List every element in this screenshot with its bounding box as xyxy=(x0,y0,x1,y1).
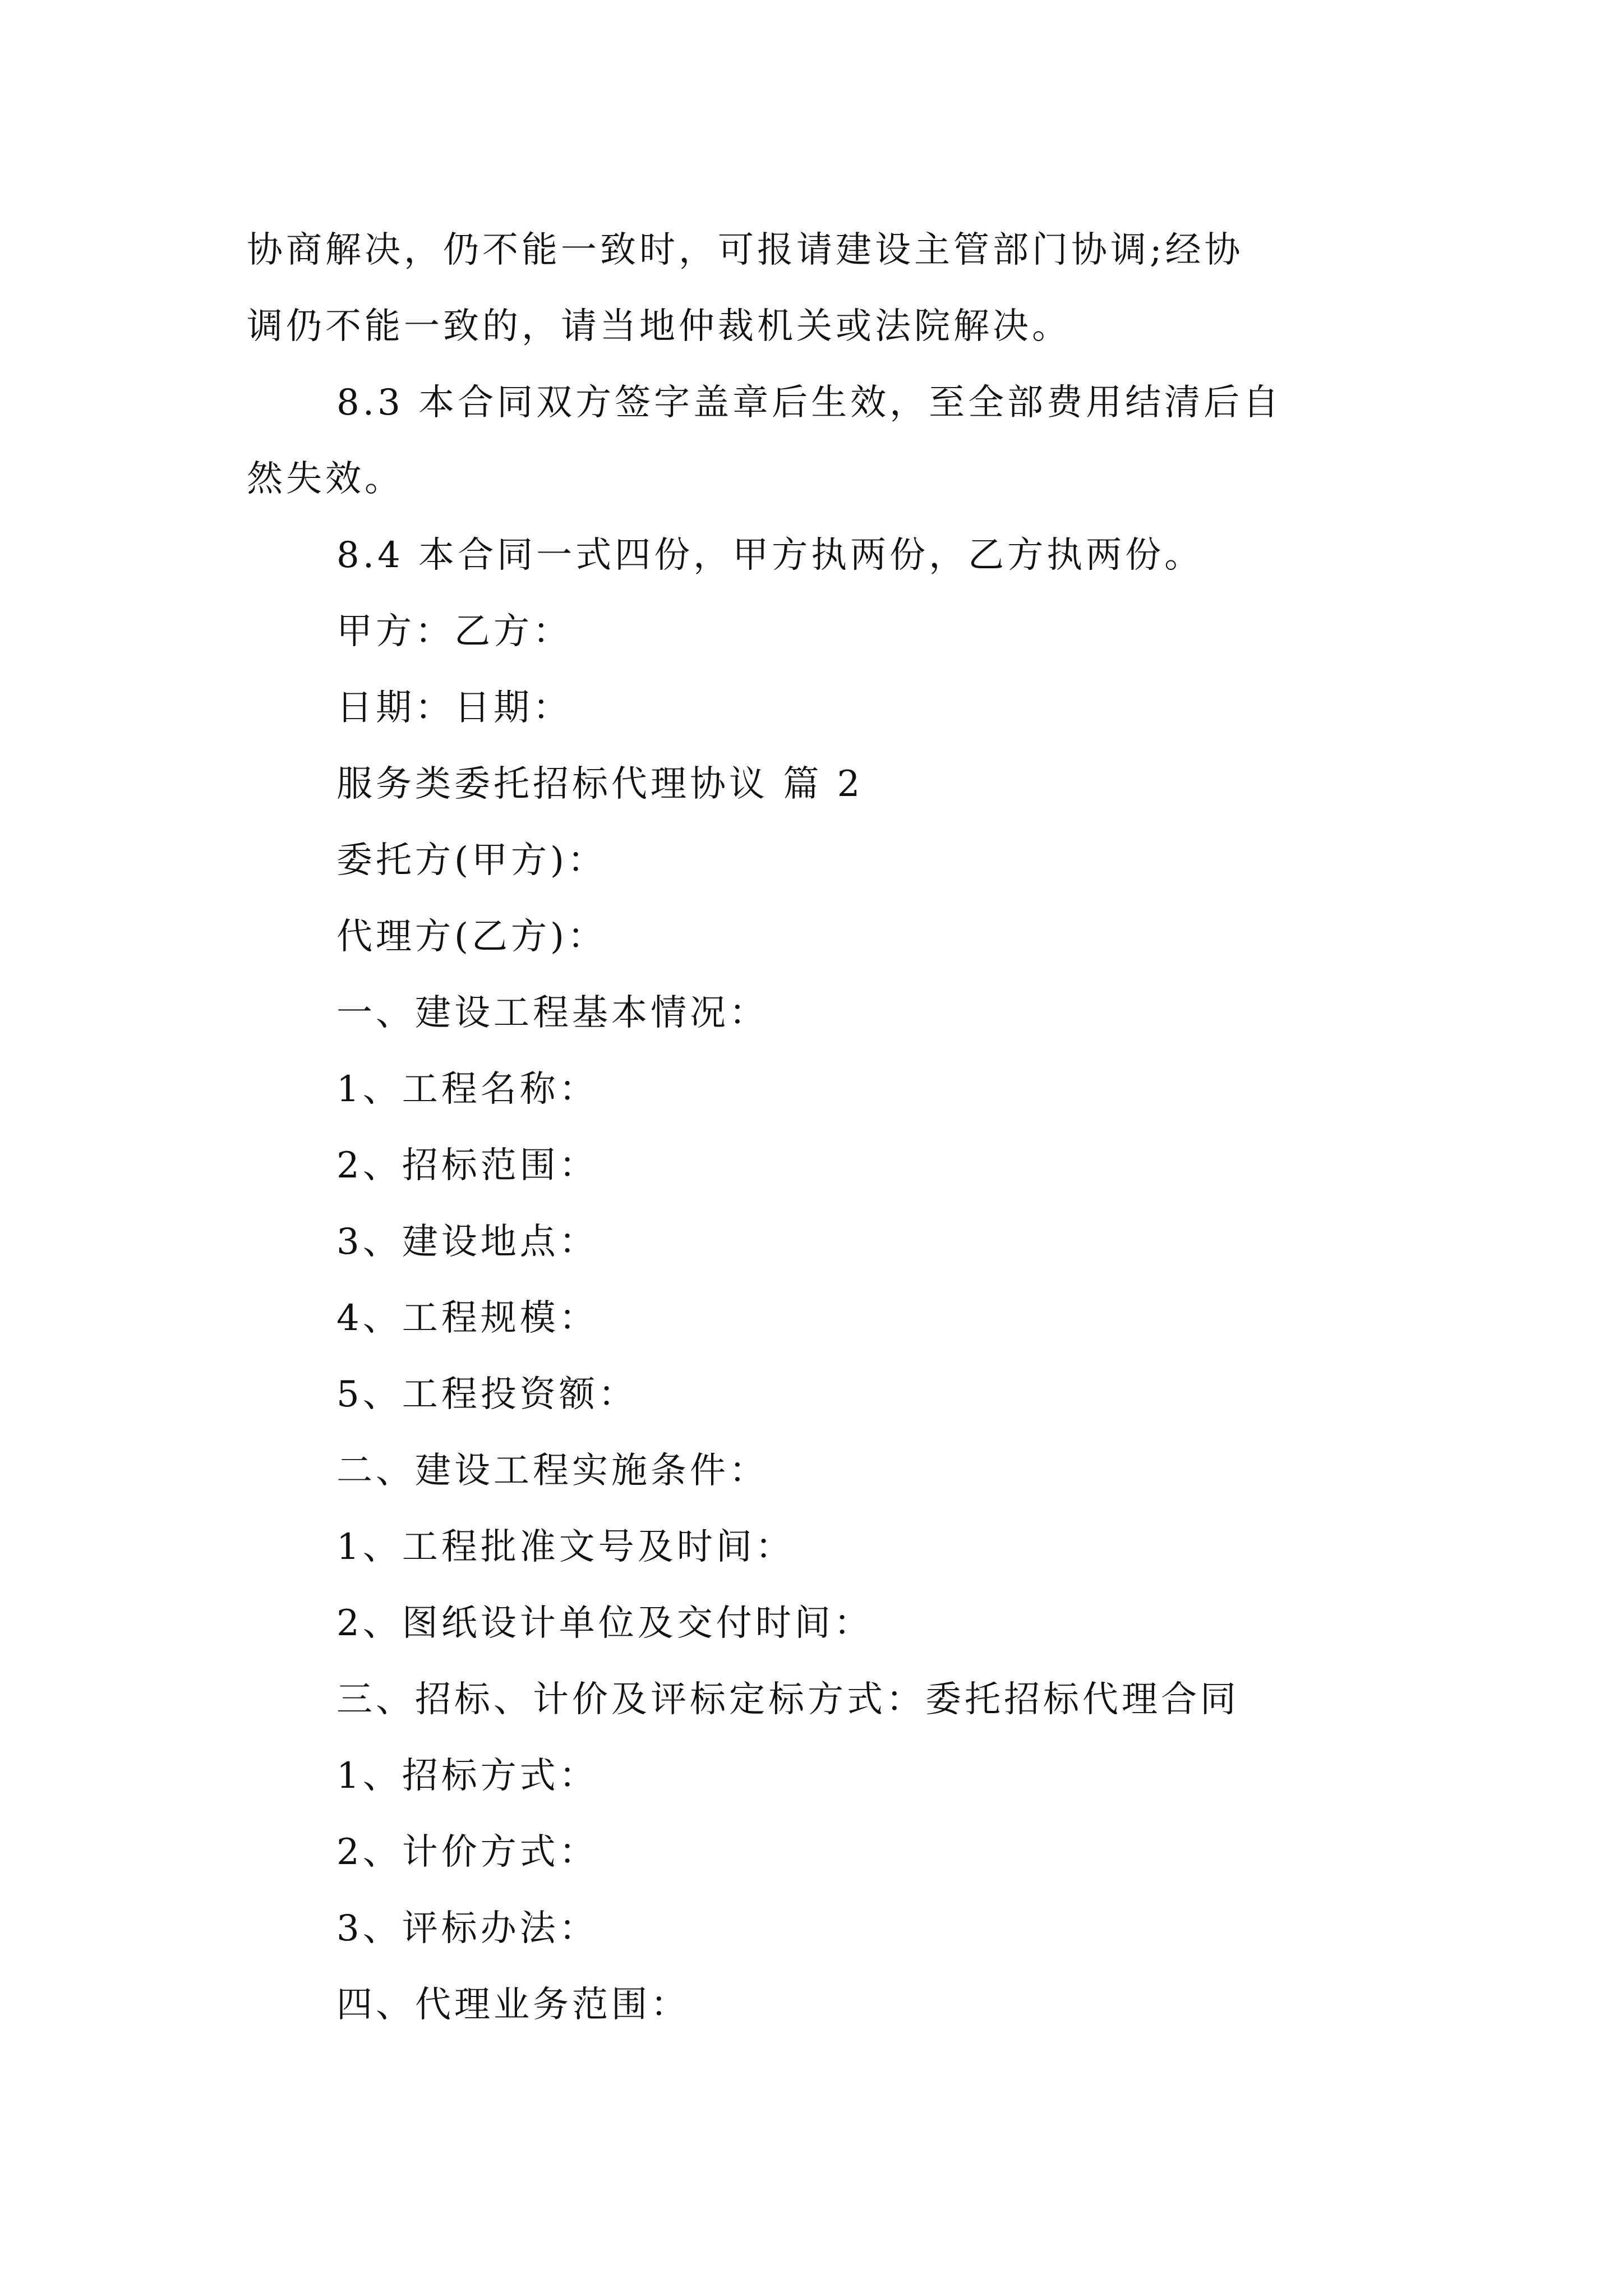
list-item: 4、工程规模： xyxy=(336,1297,598,1339)
list-item: 2、图纸设计单位及交付时间： xyxy=(336,1603,873,1644)
paragraph-line: 调仍不能一致的，请当地仲裁机关或法院解决。 xyxy=(247,306,1071,347)
list-item: 1、工程批准文号及时间： xyxy=(336,1526,795,1568)
signature-dates: 日期：日期： xyxy=(336,687,572,729)
heading-conditions: 二、建设工程实施条件： xyxy=(336,1450,768,1492)
paragraph-line: 协商解决，仍不能一致时，可报请建设主管部门协调;经协 xyxy=(247,229,1244,271)
heading-agency-scope: 四、代理业务范围： xyxy=(336,1984,690,2026)
signature-parties: 甲方：乙方： xyxy=(336,611,572,652)
section-title: 服务类委托招标代理协议 篇 2 xyxy=(336,763,864,805)
list-item: 3、评标办法： xyxy=(336,1908,598,1949)
agent-party: 代理方(乙方)： xyxy=(336,916,607,958)
list-item: 3、建设地点： xyxy=(336,1221,598,1263)
client-party: 委托方(甲方)： xyxy=(336,840,607,881)
heading-bidding-methods: 三、招标、计价及评标定标方式：委托招标代理合同 xyxy=(336,1679,1239,1720)
list-item: 1、工程名称： xyxy=(336,1069,598,1110)
paragraph-line: 然失效。 xyxy=(247,458,404,500)
paragraph-line: 8.3 本合同双方签字盖章后生效，至全部费用结清后自 xyxy=(336,382,1283,424)
list-item: 2、招标范围： xyxy=(336,1145,598,1186)
list-item: 1、招标方式： xyxy=(336,1755,598,1797)
paragraph-line: 8.4 本合同一式四份，甲方执两份，乙方执两份。 xyxy=(336,535,1204,576)
document-body xyxy=(247,212,1385,2043)
list-item: 2、计价方式： xyxy=(336,1832,598,1873)
heading-project-info: 一、建设工程基本情况： xyxy=(336,992,768,1034)
list-item: 5、工程投资额： xyxy=(336,1374,638,1415)
